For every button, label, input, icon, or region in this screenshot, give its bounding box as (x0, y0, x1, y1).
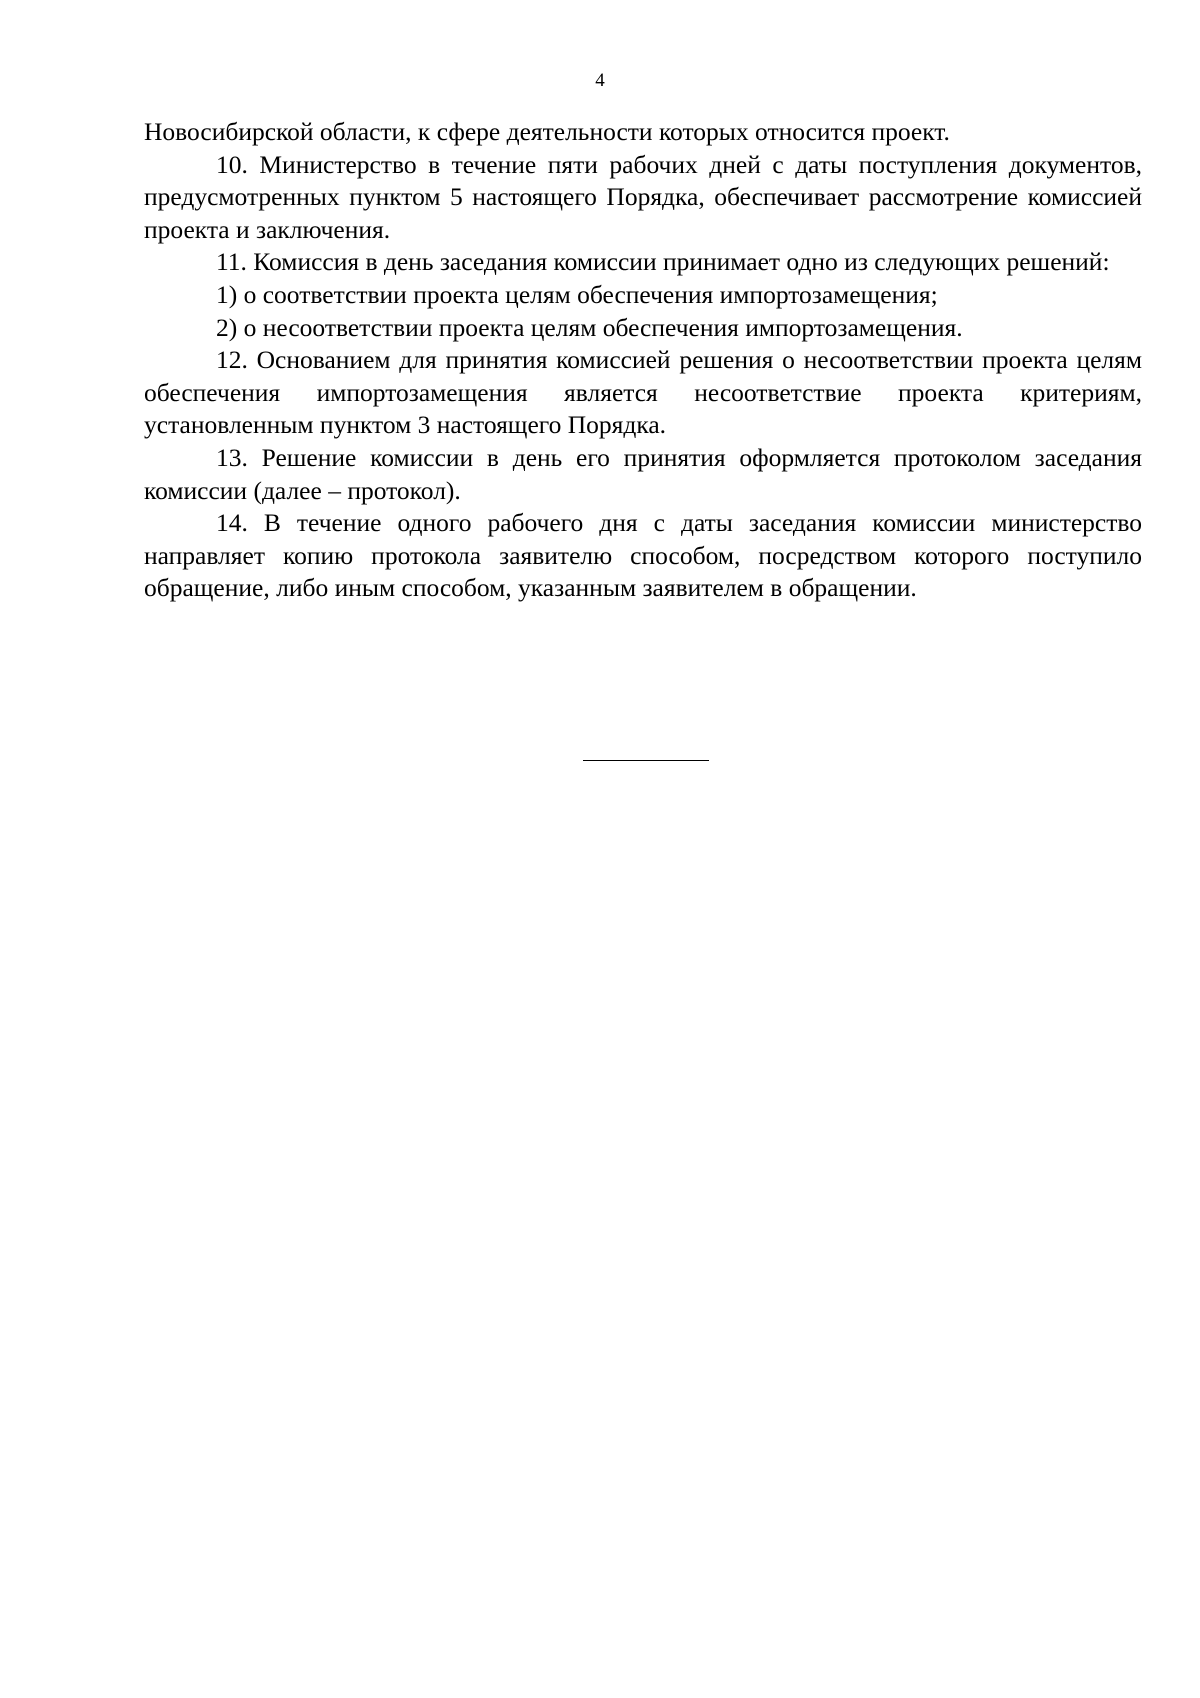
paragraph-item-10: 10. Министерство в течение пяти рабочих дней с даты поступления документов, предусмотренных пунктом 5 настоящего Порядка, обеспечивает рассмотрение комиссией проекта и заключения. (144, 149, 1142, 244)
document-body (144, 116, 1142, 605)
paragraph-subitem-1: 1) о соответствии проекта целям обеспечения импортозамещения; (216, 279, 938, 309)
end-of-document-rule (583, 760, 709, 761)
paragraph-item-11: 11. Комиссия в день заседания комиссии принимает одно из следующих решений: (216, 247, 1110, 277)
paragraph-item-14: 14. В течение одного рабочего дня с даты заседания комиссии министерство направляет копию протокола заявителю способом, посредством которого поступило обращение, либо иным способом, указанным заявителем в обращении. (144, 508, 1142, 603)
paragraph-item-12: 12. Основанием для принятия комиссией решения о несоответствии проекта целям обеспечения импортозамещения является несоответствие проекта критериям, установленным пунктом 3 настоящего Порядка. (144, 345, 1142, 440)
paragraph-subitem-2: 2) о несоответствии проекта целям обеспечения импортозамещения. (216, 312, 963, 342)
paragraph-continuation: Новосибирской области, к сфере деятельности которых относится проект. (144, 117, 950, 146)
page-number: 4 (595, 70, 605, 91)
paragraph-item-13: 13. Решение комиссии в день его принятия оформляется протоколом заседания комиссии (далее – протокол). (144, 442, 1142, 505)
